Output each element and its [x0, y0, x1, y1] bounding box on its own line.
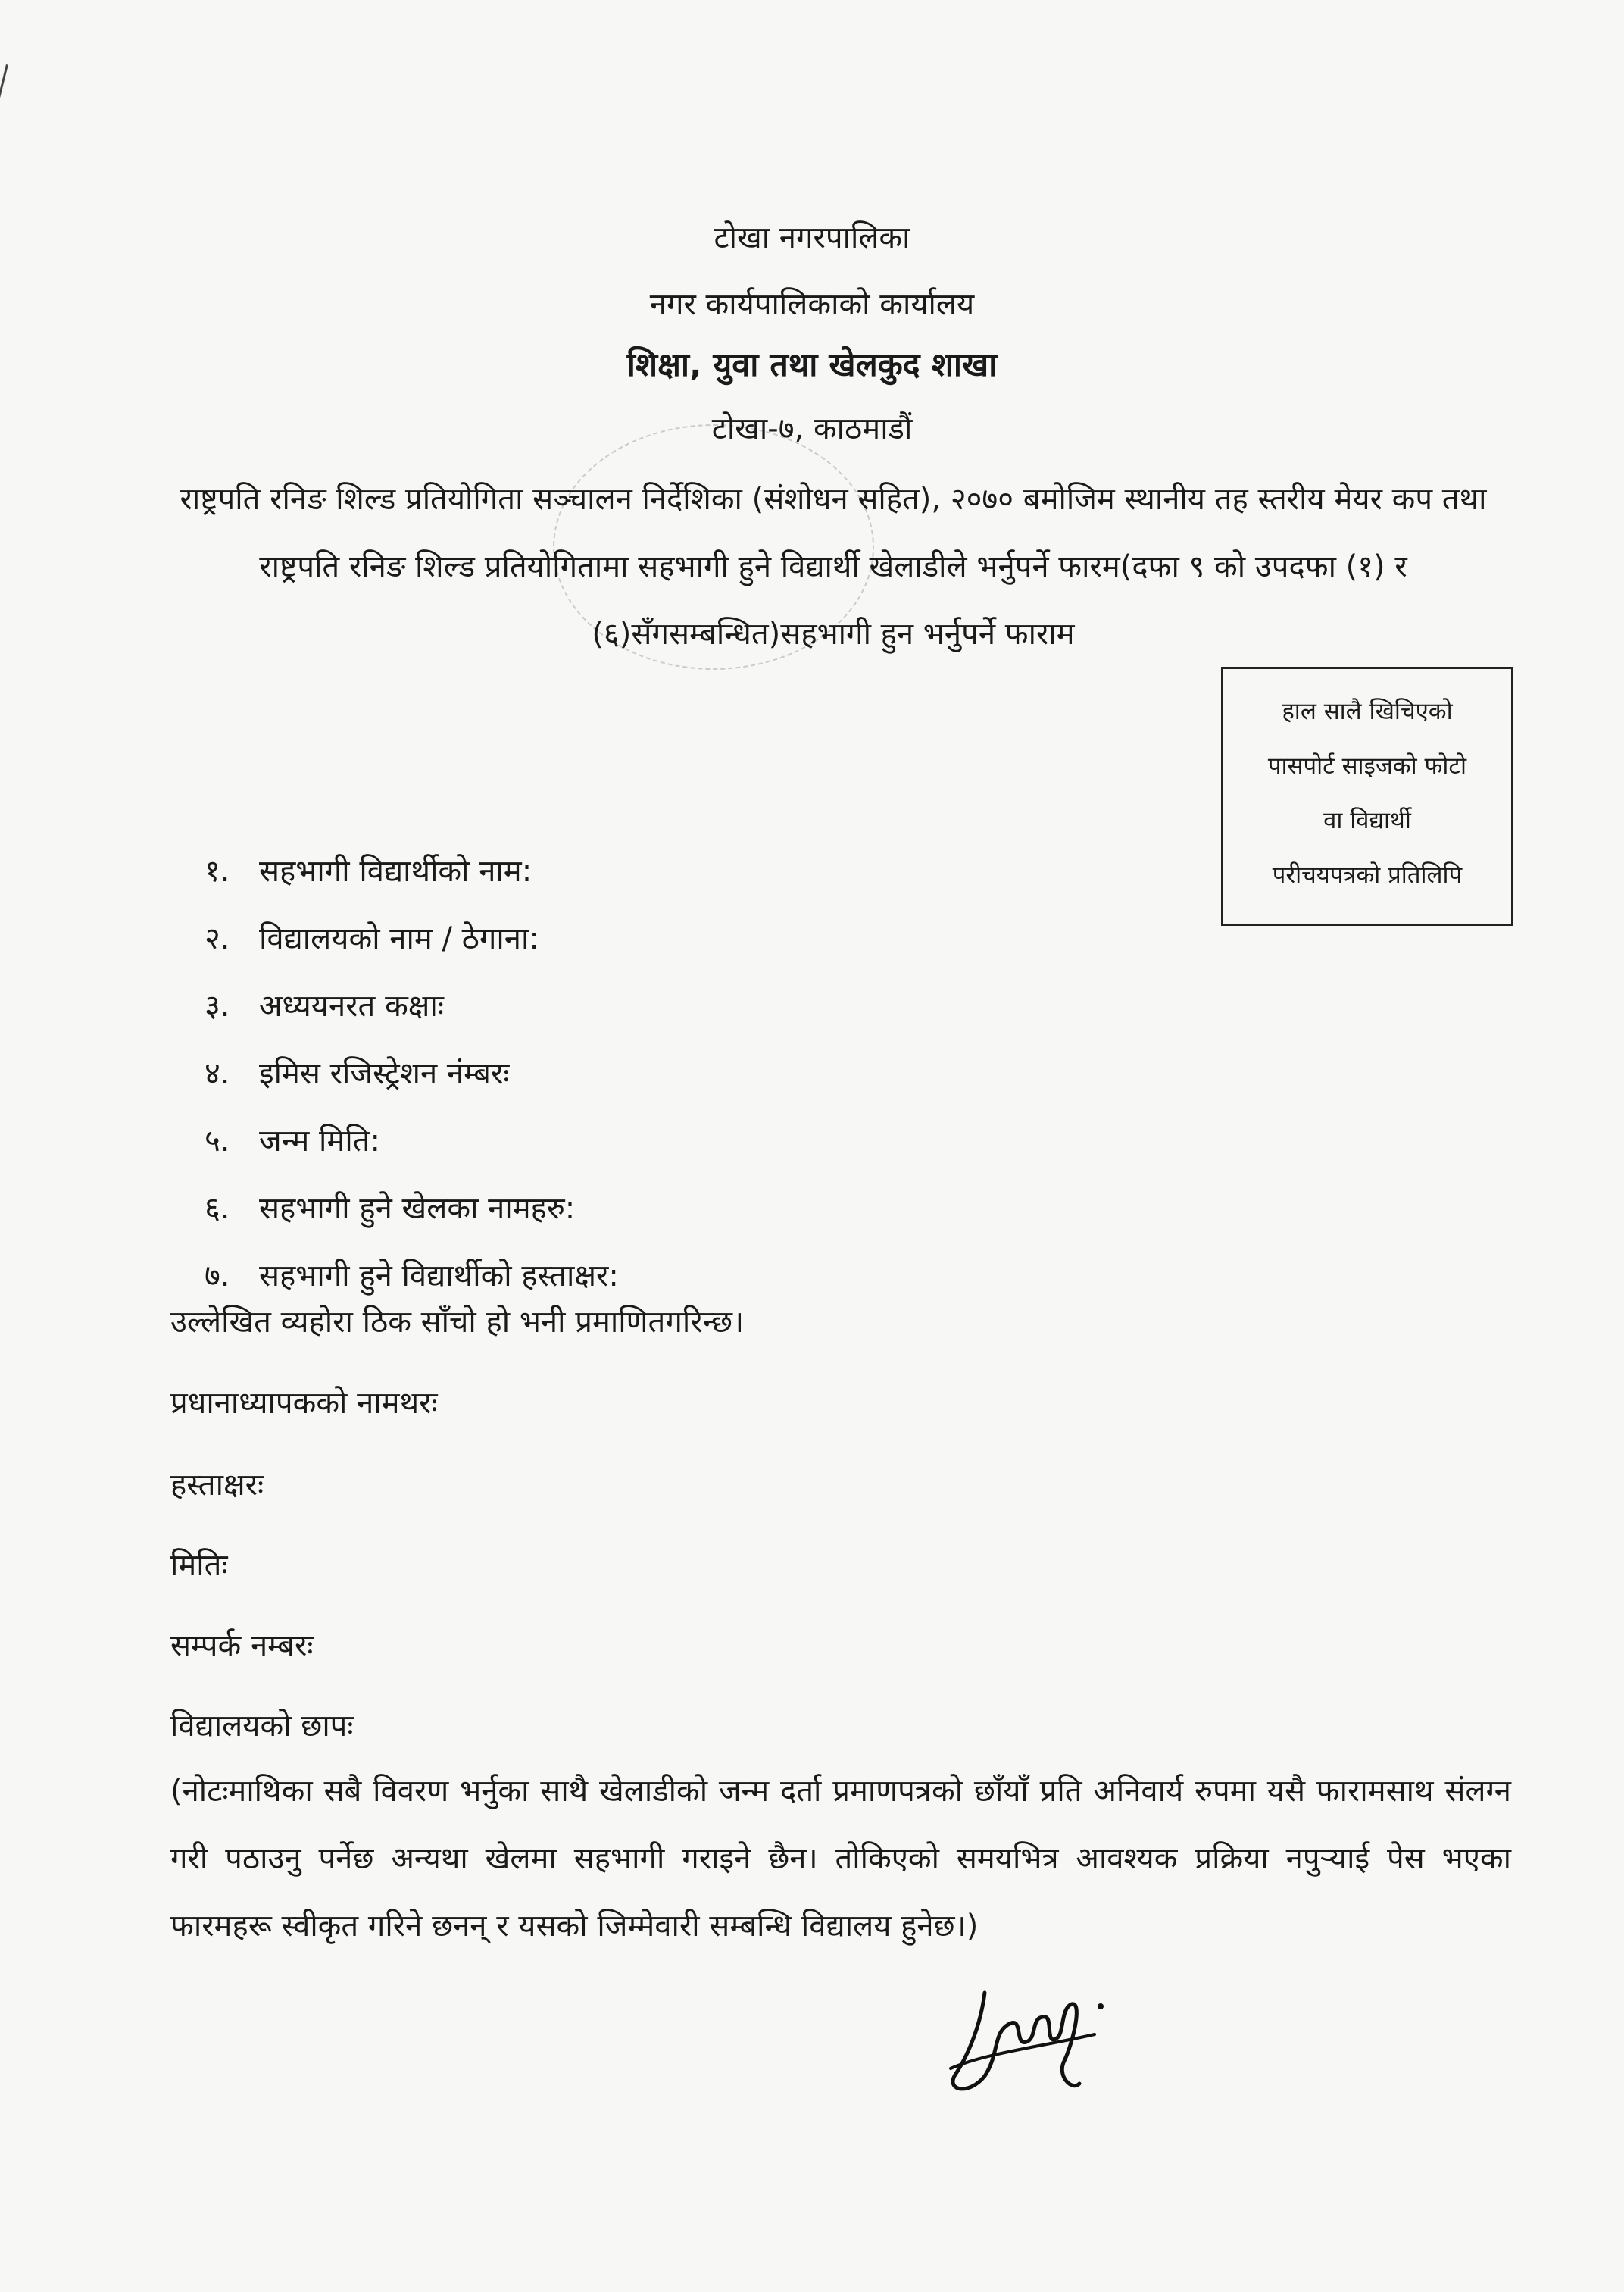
- field-emis-number: [205, 1051, 619, 1118]
- principal-contact-label: सम्पर्क नम्बरः: [170, 1628, 314, 1663]
- photo-box-line: हाल सालै खिचिएको: [1282, 698, 1453, 725]
- header-municipality: टोखा नगरपालिका: [714, 220, 910, 255]
- field-number: ७.: [205, 1259, 230, 1293]
- form-field-list: [205, 849, 619, 1321]
- photo-box-line: परीचयपत्रको प्रतिलिपि: [1272, 861, 1463, 889]
- field-class: [205, 983, 619, 1051]
- field-label: सहभागी विद्यार्थीको नाम:: [259, 854, 532, 889]
- principal-signature-label: हस्ताक्षरः: [170, 1468, 264, 1502]
- field-label: विद्यालयको नाम / ठेगाना:: [259, 921, 539, 956]
- school-stamp-label: विद्यालयको छापः: [170, 1709, 354, 1743]
- principal-date-label: मितिः: [170, 1548, 228, 1583]
- photo-placeholder-box: [1221, 667, 1513, 926]
- scan-edge-mark: [0, 64, 13, 235]
- handwritten-signature-icon: [939, 1962, 1113, 2106]
- certification-statement: उल्लेखित व्यहोरा ठिक साँचो हो भनी प्रमाणितगरिन्छ।: [170, 1305, 745, 1340]
- field-number: ३.: [205, 989, 230, 1024]
- field-number: ६.: [205, 1191, 230, 1226]
- field-number: ४.: [205, 1056, 230, 1091]
- field-label: जन्म मिति:: [259, 1124, 380, 1159]
- field-student-name: [205, 849, 619, 916]
- header-office: नगर कार्यपालिकाको कार्यालय: [649, 287, 975, 322]
- field-label: अध्ययनरत कक्षाः: [259, 989, 444, 1024]
- field-label: सहभागी हुने खेलका नामहरु:: [259, 1191, 576, 1226]
- principal-name-label: प्रधानाध्यापकको नामथरः: [170, 1386, 438, 1421]
- photo-box-line: पासपोर्ट साइजको फोटो: [1267, 752, 1467, 780]
- field-label: सहभागी हुने विद्यार्थीको हस्ताक्षर:: [259, 1259, 619, 1293]
- field-birth-date: [205, 1118, 619, 1186]
- header-address: टोखा-७, काठमाडौं: [711, 411, 913, 446]
- form-intro-text: राष्ट्रपति रनिङ शिल्ड प्रतियोगिता सञ्चालन निर्देशिका (संशोधन सहित), २०७० बमोजिम स्थानीय तह स्तरीय मेयर कप तथा राष्ट्रपति रनिङ शिल्ड प्रतियोगितामा सहभागी हुने विद्यार्थी खेलाडीले भर्नुपर्ने फारम(दफा ९ को उपदफा (१) र (६)सँगसम्बन्धित)सहभागी हुन भर्नुपर्ने फाराम: [180, 482, 1487, 652]
- field-label: इमिस रजिस्ट्रेशन नंम्बरः: [259, 1056, 510, 1091]
- field-number: २.: [205, 921, 230, 956]
- field-number: ५.: [205, 1124, 230, 1159]
- form-note: (नोटःमाथिका सबै विवरण भर्नुका साथै खेलाडीको जन्म दर्ता प्रमाणपत्रको छाँयाँ प्रति अनिवार्य रुपमा यसै फारामसाथ संलग्न गरी पठाउनु पर्नेछ अन्यथा खेलमा सहभागी गराइने छैन। तोकिएको समयभित्र आवश्यक प्रक्रिया नपुऱ्याई पेस भएका फारमहरू स्वीकृत गरिने छनन् र यसको जिम्मेवारी सम्बन्धि विद्यालय हुनेछ।): [170, 1774, 1511, 1943]
- photo-box-line: वा विद्यार्थी: [1323, 807, 1411, 834]
- header-section: शिक्षा, युवा तथा खेलकुद शाखा: [626, 346, 998, 384]
- field-number: १.: [205, 854, 230, 889]
- field-sports-names: [205, 1186, 619, 1253]
- field-school-name-address: [205, 916, 619, 983]
